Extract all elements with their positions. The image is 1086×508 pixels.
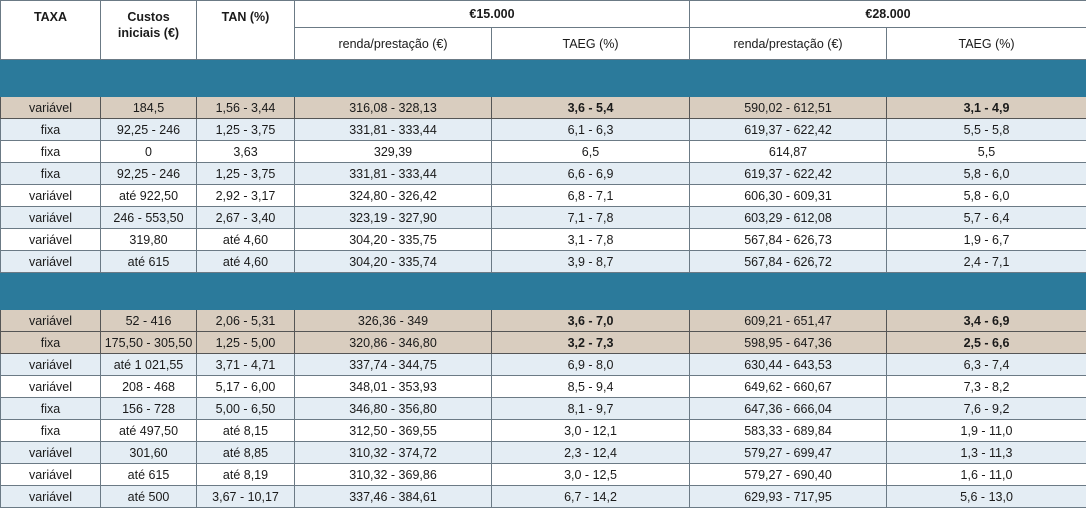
cell-taeg-15000: 8,1 - 9,7 (492, 398, 690, 420)
cell-renda-15000: 326,36 - 349 (295, 310, 492, 332)
cell-tan: 2,92 - 3,17 (197, 185, 295, 207)
cell-taxa: variável (1, 251, 101, 273)
cell-taeg-28000: 5,5 (887, 141, 1086, 163)
cell-renda-28000: 598,95 - 647,36 (690, 332, 887, 354)
cell-custos: até 922,50 (101, 185, 197, 207)
table-row (1, 97, 1086, 119)
cell-renda-15000: 331,81 - 333,44 (295, 119, 492, 141)
cell-renda-15000: 324,80 - 326,42 (295, 185, 492, 207)
cell-custos: até 500 (101, 486, 197, 508)
cell-custos: até 615 (101, 251, 197, 273)
cell-renda-15000: 329,39 (295, 141, 492, 163)
cell-taeg-28000: 5,7 - 6,4 (887, 207, 1086, 229)
cell-renda-28000: 579,27 - 699,47 (690, 442, 887, 464)
cell-tan: 2,67 - 3,40 (197, 207, 295, 229)
cell-taxa: variável (1, 354, 101, 376)
cell-tan: 3,71 - 4,71 (197, 354, 295, 376)
cell-renda-15000: 337,74 - 344,75 (295, 354, 492, 376)
cell-tan: até 8,85 (197, 442, 295, 464)
cell-taeg-15000: 3,9 - 8,7 (492, 251, 690, 273)
cell-taeg-15000: 6,6 - 6,9 (492, 163, 690, 185)
header-taeg-28000: TAEG (%) (887, 28, 1086, 60)
cell-custos: 52 - 416 (101, 310, 197, 332)
cell-tan: 2,06 - 5,31 (197, 310, 295, 332)
cell-taxa: fixa (1, 420, 101, 442)
cell-renda-15000: 316,08 - 328,13 (295, 97, 492, 119)
table-row (1, 442, 1086, 464)
cell-custos: 301,60 (101, 442, 197, 464)
cell-taeg-15000: 6,1 - 6,3 (492, 119, 690, 141)
cell-taeg-28000: 1,6 - 11,0 (887, 464, 1086, 486)
header-renda-28000: renda/prestação (€) (690, 28, 887, 60)
cell-tan: 1,25 - 3,75 (197, 163, 295, 185)
table-row (1, 332, 1086, 354)
cell-custos: 208 - 468 (101, 376, 197, 398)
cell-tan: até 8,15 (197, 420, 295, 442)
cell-renda-15000: 304,20 - 335,74 (295, 251, 492, 273)
cell-custos: 156 - 728 (101, 398, 197, 420)
cell-tan: 3,63 (197, 141, 295, 163)
header-group-15000: €15.000 (295, 1, 690, 28)
cell-taxa: variável (1, 97, 101, 119)
cell-taeg-28000: 1,3 - 11,3 (887, 442, 1086, 464)
section-band-2 (1, 273, 1086, 310)
cell-renda-15000: 304,20 - 335,75 (295, 229, 492, 251)
cell-tan: 1,25 - 5,00 (197, 332, 295, 354)
cell-taxa: variável (1, 310, 101, 332)
cell-taeg-15000: 3,0 - 12,5 (492, 464, 690, 486)
cell-taeg-15000: 6,9 - 8,0 (492, 354, 690, 376)
cell-renda-15000: 331,81 - 333,44 (295, 163, 492, 185)
table-row (1, 251, 1086, 273)
cell-taeg-28000: 2,4 - 7,1 (887, 251, 1086, 273)
cell-renda-15000: 337,46 - 384,61 (295, 486, 492, 508)
cell-taxa: variável (1, 486, 101, 508)
cell-custos: até 615 (101, 464, 197, 486)
table-row (1, 185, 1086, 207)
cell-taeg-15000: 6,8 - 7,1 (492, 185, 690, 207)
cell-tan: 5,17 - 6,00 (197, 376, 295, 398)
cell-renda-28000: 619,37 - 622,42 (690, 119, 887, 141)
table-row (1, 163, 1086, 185)
cell-renda-15000: 310,32 - 374,72 (295, 442, 492, 464)
cell-custos: até 1 021,55 (101, 354, 197, 376)
cell-taeg-15000: 6,5 (492, 141, 690, 163)
cell-renda-28000: 567,84 - 626,73 (690, 229, 887, 251)
cell-tan: 5,00 - 6,50 (197, 398, 295, 420)
cell-taeg-15000: 3,2 - 7,3 (492, 332, 690, 354)
cell-tan: até 4,60 (197, 229, 295, 251)
cell-renda-15000: 310,32 - 369,86 (295, 464, 492, 486)
header-custos-iniciais: Custos iniciais (€) (101, 1, 197, 60)
cell-renda-15000: 348,01 - 353,93 (295, 376, 492, 398)
cell-renda-15000: 346,80 - 356,80 (295, 398, 492, 420)
cell-taeg-28000: 5,5 - 5,8 (887, 119, 1086, 141)
cell-tan: 1,56 - 3,44 (197, 97, 295, 119)
cell-taeg-15000: 8,5 - 9,4 (492, 376, 690, 398)
cell-taxa: variável (1, 464, 101, 486)
table-row (1, 310, 1086, 332)
cell-custos: 92,25 - 246 (101, 163, 197, 185)
cell-taxa: variável (1, 185, 101, 207)
cell-renda-28000: 629,93 - 717,95 (690, 486, 887, 508)
cell-taxa: fixa (1, 398, 101, 420)
cell-renda-15000: 323,19 - 327,90 (295, 207, 492, 229)
table-row (1, 141, 1086, 163)
cell-renda-28000: 567,84 - 626,72 (690, 251, 887, 273)
cell-taeg-15000: 6,7 - 14,2 (492, 486, 690, 508)
cell-custos: 0 (101, 141, 197, 163)
table-row (1, 398, 1086, 420)
cell-taeg-15000: 3,0 - 12,1 (492, 420, 690, 442)
cell-renda-28000: 583,33 - 689,84 (690, 420, 887, 442)
cell-taxa: fixa (1, 141, 101, 163)
cell-custos: 184,5 (101, 97, 197, 119)
table-row (1, 354, 1086, 376)
cell-renda-15000: 320,86 - 346,80 (295, 332, 492, 354)
cell-taeg-15000: 3,6 - 5,4 (492, 97, 690, 119)
cell-taeg-15000: 3,6 - 7,0 (492, 310, 690, 332)
cell-taxa: fixa (1, 332, 101, 354)
cell-taeg-28000: 3,4 - 6,9 (887, 310, 1086, 332)
cell-custos: 246 - 553,50 (101, 207, 197, 229)
cell-renda-28000: 619,37 - 622,42 (690, 163, 887, 185)
cell-renda-15000: 312,50 - 369,55 (295, 420, 492, 442)
cell-tan: até 4,60 (197, 251, 295, 273)
cell-taeg-28000: 5,6 - 13,0 (887, 486, 1086, 508)
cell-taxa: fixa (1, 163, 101, 185)
cell-custos: 175,50 - 305,50 (101, 332, 197, 354)
cell-renda-28000: 649,62 - 660,67 (690, 376, 887, 398)
table-row (1, 376, 1086, 398)
cell-taeg-28000: 6,3 - 7,4 (887, 354, 1086, 376)
cell-taxa: variável (1, 442, 101, 464)
cell-renda-28000: 647,36 - 666,04 (690, 398, 887, 420)
cell-taeg-28000: 7,3 - 8,2 (887, 376, 1086, 398)
cell-tan: 1,25 - 3,75 (197, 119, 295, 141)
cell-tan: até 8,19 (197, 464, 295, 486)
cell-taeg-28000: 5,8 - 6,0 (887, 185, 1086, 207)
table-row (1, 207, 1086, 229)
cell-taeg-15000: 7,1 - 7,8 (492, 207, 690, 229)
table-row (1, 464, 1086, 486)
cell-taeg-28000: 1,9 - 6,7 (887, 229, 1086, 251)
cell-taxa: variável (1, 229, 101, 251)
header-taxa: TAXA (1, 1, 101, 60)
cell-taxa: fixa (1, 119, 101, 141)
cell-renda-28000: 606,30 - 609,31 (690, 185, 887, 207)
header-tan: TAN (%) (197, 1, 295, 60)
cell-tan: 3,67 - 10,17 (197, 486, 295, 508)
section-band-1 (1, 60, 1086, 97)
cell-renda-28000: 630,44 - 643,53 (690, 354, 887, 376)
header-taeg-15000: TAEG (%) (492, 28, 690, 60)
table-row (1, 119, 1086, 141)
table-row (1, 420, 1086, 442)
cell-taeg-28000: 1,9 - 11,0 (887, 420, 1086, 442)
cell-taeg-28000: 5,8 - 6,0 (887, 163, 1086, 185)
cell-taxa: variável (1, 207, 101, 229)
table-row (1, 486, 1086, 508)
cell-custos: até 497,50 (101, 420, 197, 442)
cell-taxa: variável (1, 376, 101, 398)
header-renda-15000: renda/prestação (€) (295, 28, 492, 60)
cell-renda-28000: 614,87 (690, 141, 887, 163)
cell-taeg-15000: 3,1 - 7,8 (492, 229, 690, 251)
cell-taeg-28000: 3,1 - 4,9 (887, 97, 1086, 119)
header-group-28000: €28.000 (690, 1, 1086, 28)
cell-taeg-28000: 7,6 - 9,2 (887, 398, 1086, 420)
cell-custos: 92,25 - 246 (101, 119, 197, 141)
cell-taeg-28000: 2,5 - 6,6 (887, 332, 1086, 354)
cell-renda-28000: 579,27 - 690,40 (690, 464, 887, 486)
cell-renda-28000: 603,29 - 612,08 (690, 207, 887, 229)
cell-taeg-15000: 2,3 - 12,4 (492, 442, 690, 464)
cell-renda-28000: 609,21 - 651,47 (690, 310, 887, 332)
table-row (1, 229, 1086, 251)
cell-renda-28000: 590,02 - 612,51 (690, 97, 887, 119)
cell-custos: 319,80 (101, 229, 197, 251)
